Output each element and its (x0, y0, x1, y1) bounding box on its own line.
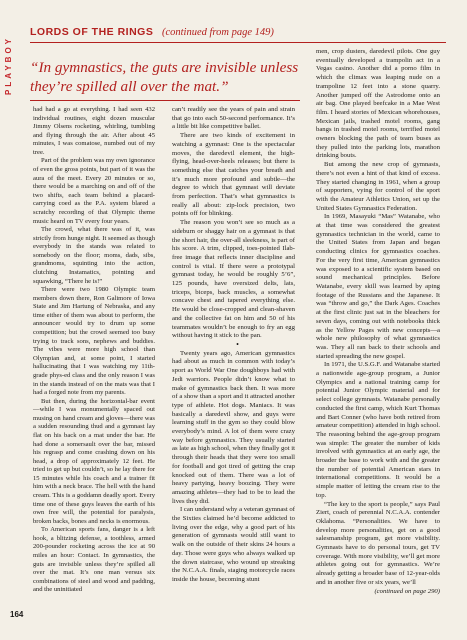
paragraph: There were two 1980 Olympic team members down there, Ron Galimore of Iowa State and Jim Hartung of Nebraska, and any time either of them was about to perform, the announcer would try to drum up some competition; but the crowd seemed too busy trying to track sons, nephews and buddies. The vibes were more high school than Olympian and, at some point, I started hallucinating that I was watching my 11th-grade phys-ed class and the only reason I was in the stands instead of on the mats was that I had a forged note from my parents. (33, 286, 155, 397)
continued-from-note: (continued from page 149) (161, 27, 274, 38)
page-number: 164 (10, 610, 24, 619)
paragraph: I can understand why a veteran gymnast of the Sixties claimed he’d become addicted to living over the edge, why a good part of his generation of gymnasts would still want to walk on the outside of their skins 24 hours a day. Those were guys who always walked up the down staircase, who wound up streaking the N.C.A.A. finals, staging motorcycle races inside the house, becoming stunt (172, 506, 295, 583)
continued-on-note: (continued on page 290) (374, 587, 440, 595)
pull-quote: “In gymnastics, the guts are invisible unless they’re spilled all over the mat.” (30, 59, 299, 95)
paragraph: But among the new crop of gymnasts, there’s not even a hint of that kind of excess. They started changing in 1961, when a group of supporters, vying for control of the sport with the Amateur Athletics Union, set up the United States Gymnastics Federation. (316, 161, 440, 212)
paragraph: “The key to the sport is people,” says Paul Ziert, coach of perennial N.C.A.A. contender Oklahoma. “Personalities. We have to develop more personalities, get on a good salesmanship program, get more visibility. Gymnasts have to do personal tours, get TV coverage. With more visibility, we’ll get more athletes going out for gymnastics. We’re already getting a broader base of 12-year-olds and in another five or six years, we’ll (316, 500, 440, 586)
section-break-bullet: • (236, 339, 239, 349)
paragraph: Part of the problem was my own ignorance of even the gross points, but part of it was the aura of the meet. Every 20 minutes or so, there would be a marching on and off of the two shifts, each team behind a placard-carrying coed as the P.A. system blared a scratchy recording of that Olympic theme music heard on TV every four years. (33, 157, 155, 225)
paragraph: Twenty years ago, American gymnastics had about as much in common with today’s sport as World War One doughboys had with Jedi warriors. People didn’t know what to make of gymnastics back then. It was more of a show than a sport and it attracted another type of athlete. Hot dogs. Maniacs. It was basically a daredevil show, and guys were learning stuff in the gym so they could blow everybody’s mind. A lot of them were crazy way before gymnastics. They usually started as late as high school, when they finally got it through their heads that they were too small for football and got tired of getting the crap knocked out of them. There was a lot of heavy partying, heavy boozing. They were amazing athletes—they had to be to lead the lives they did. (172, 349, 295, 505)
text-column-1 (33, 106, 155, 595)
paragraph: had had a go at everything. I had seen 432 individual routines, eight dozen muscular Jimmy Olsens rocketing, whirling, tumbling and flying through the air. After about 45 minutes, I was comatose, numbed out of my tree. (33, 106, 155, 156)
pullquote-rule (30, 100, 300, 101)
article-title: LORDS OF THE RINGS (30, 26, 154, 38)
paragraph: There are two kinds of excitement in watching a gymnast: One is the spectacular moves, the daredevil element, the high-flying, head-over-heels releases; but there is something else that catches your breath and it’s much more profound and subtle—the degree to which that gymnast will deviate from perfection. That’s what gymnastics is really all about: zip-lock precision, two points off for blinking. (172, 132, 295, 218)
paragraph: In 1971, the U.S.G.F. and Watanabe started a nationwide age-group program, a Junior Olympics and a national training camp for potential Junior Olympic material and for select college gymnasts. Watanabe personally conducted the first camp, which Kurt Thomas and Bart Conner (who have both retired from amateur competition) attended in high school. The reasoning behind the age-group program was simple: The greater the number of kids involved with gymnastics at an early age, the broader the base to work with and the greater the number of potential American stars in international competitions. It would be a simple matter of letting the cream rise to the top. (316, 361, 440, 499)
paragraph: can’t readily see the years of pain and strain that go into each 50-second performance. It’s a little bit like competitive ballet. (172, 106, 295, 131)
header-rule (30, 42, 446, 43)
paragraph: The reason you won’t see so much as a sideburn or shaggy hair on a gymnast is that the short hair, the over-all sleekness, is part of his score. A trim, clipped, toes-pointed Ilab-free image that reflects inner discipline and control is vital. If there were a prototypal gymnast today, he would be roughly 5’6”, 125 pounds, have oversized delts, lats, triceps, biceps, back muscles, a somewhat concave chest and tapered everything else. He would be close-cropped and clean-shaven and the collective fat on him and 50 of his teammates wouldn’t be enough to fry an egg without having it stick to the pan. (172, 219, 295, 340)
paragraph: In 1969, Masayuki “Mas” Watanabe, who at that time was considered the greatest gymnastics technician in the world, came to the United States from Japan and began conducting clinics for gymnastics coaches. For the very first time, American gymnastics was exposed to a scientific system based on sound mechanical principles. Before Watanabe, every skill was learned by aping footage of the Russians and the Japanese. It was “throw and go,” the Dark Ages. Coaches at the first clinic just sat in the bleachers for seven days, coming out with notebooks thick as the Yellow Pages with new concepts—a whole new philosophy of what gymnastics was. They all ran back to their schools and started spreading the new gospel. (316, 213, 440, 360)
magazine-brand-vertical: PLAYBOY (4, 36, 13, 95)
paragraph: But then, during the horizontal-bar event—while I was monumentally spaced out musing on hand cream and gloves—there was a sudden resounding thud and a gymnast lay flat on his back on a mat under the bar. He had done a somersault over the bar, missed his regrasp and come crashing down on his head, a drop of approximately 12 feet. He tried to get up but couldn’t, so he lay there for 15 minutes while his coach and a trainer fit him with a neck brace. The hell with the hand cream. This is a goddamn deadly sport. Every time one of these guys leaves the earth of his own free will, the potential for paralysis, broken backs, bones and necks is enormous. (33, 397, 155, 525)
paragraph: To American sports fans, danger is a left hook, a blitzing defense, a toothless, armed 200-pounder rocketing across the ice at 90 miles an hour: Contact. In gymnastics, the guts are invisible unless they’re spilled all over the mat. It’s one man versus six combinations of steel and wood and padding, and the uninitiated (33, 526, 155, 594)
text-column-2 (172, 106, 295, 585)
paragraph: The crowd, what there was of it, was strictly from hunge night. It seemed as though everybody in the stands was related to somebody on the floor; moms, dads, sibs, grandmoms, squinting into the action, clutching Instamatics, pointing and squawking, “There he is!” (33, 226, 155, 285)
article-header (30, 26, 450, 38)
text-column-3 (316, 48, 440, 596)
paragraph: men, crop dusters, daredevil pilots. One guy eventually developed a trampolin act in a Vegas casino. Another did a porno film in which the climax was leaping nude on a trampoline 12 feet into a stone quarry. Another jumped off the Astrodome onto an air bag. One played beefcake in a Mae West film. I heard stories of Mexican whorehouses, Mexican jails, trashed motel rooms, gang bangs in trashed motel rooms, terrified motel owners blocking the path of team buses as they pulled into the parking lots, marathon drinking bouts. (316, 48, 440, 160)
